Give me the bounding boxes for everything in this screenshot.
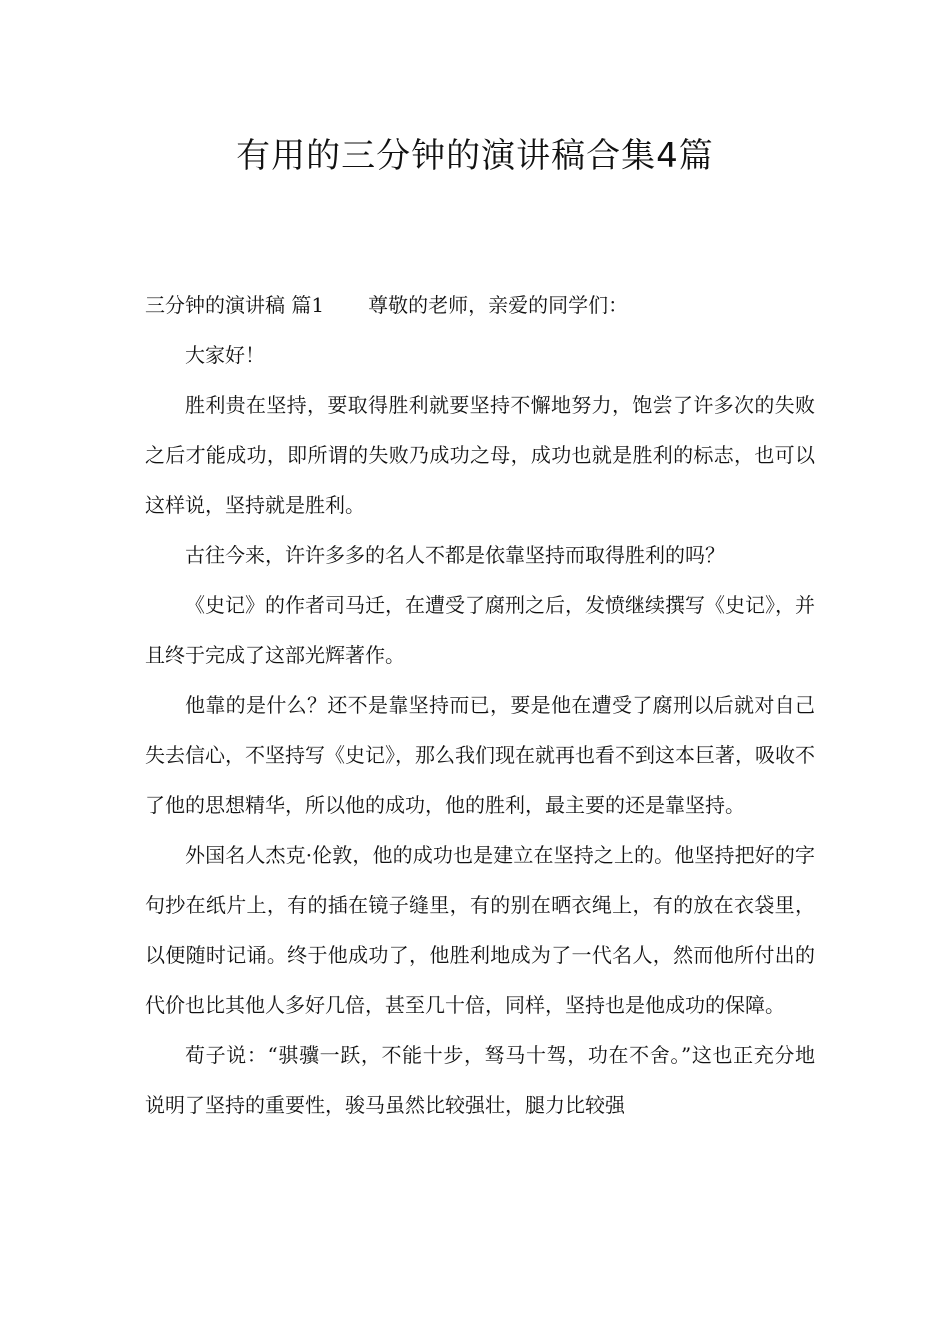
- paragraph: 《史记》的作者司马迁，在遭受了腐刑之后，发愤继续撰写《史记》，并且终于完成了这部光辉著作。: [145, 593, 815, 667]
- section-heading-line: [145, 280, 815, 330]
- paragraph: 胜利贵在坚持，要取得胜利就要坚持不懈地努力，饱尝了许多次的失败之后才能成功，即所谓的失败乃成功之母，成功也就是胜利的标志，也可以这样说，坚持就是胜利。: [145, 393, 815, 517]
- section-heading: 三分钟的演讲稿 篇1: [145, 293, 325, 317]
- salutation: 尊敬的老师，亲爱的同学们：: [368, 293, 629, 317]
- paragraph: 外国名人杰克·伦敦，他的成功也是建立在坚持之上的。他坚持把好的字句抄在纸片上，有的插在镜子缝里，有的别在晒衣绳上，有的放在衣袋里，以便随时记诵。终于他成功了，他胜利地成为了一代名人，然而他所付出的代价也比其他人多好几倍，甚至几十倍，同样，坚持也是他成功的保障。: [145, 843, 815, 1017]
- paragraph: 他靠的是什么？还不是靠坚持而已，要是他在遭受了腐刑以后就对自己失去信心，不坚持写《史记》，那么我们现在就再也看不到这本巨著，吸收不了他的思想精华，所以他的成功，他的胜利，最主要的还是靠坚持。: [145, 693, 815, 817]
- paragraph: 古往今来，许许多多的名人不都是依靠坚持而取得胜利的吗？: [185, 543, 725, 567]
- document-body: [145, 280, 815, 1130]
- paragraph: 荀子说：“骐骥一跃，不能十步，驽马十驾，功在不舍。”这也正充分地说明了坚持的重要性，骏马虽然比较强壮，腿力比较强: [145, 1043, 815, 1117]
- paragraph-greeting: 大家好！: [185, 343, 265, 367]
- document-title: 有用的三分钟的演讲稿合集4篇: [236, 136, 714, 176]
